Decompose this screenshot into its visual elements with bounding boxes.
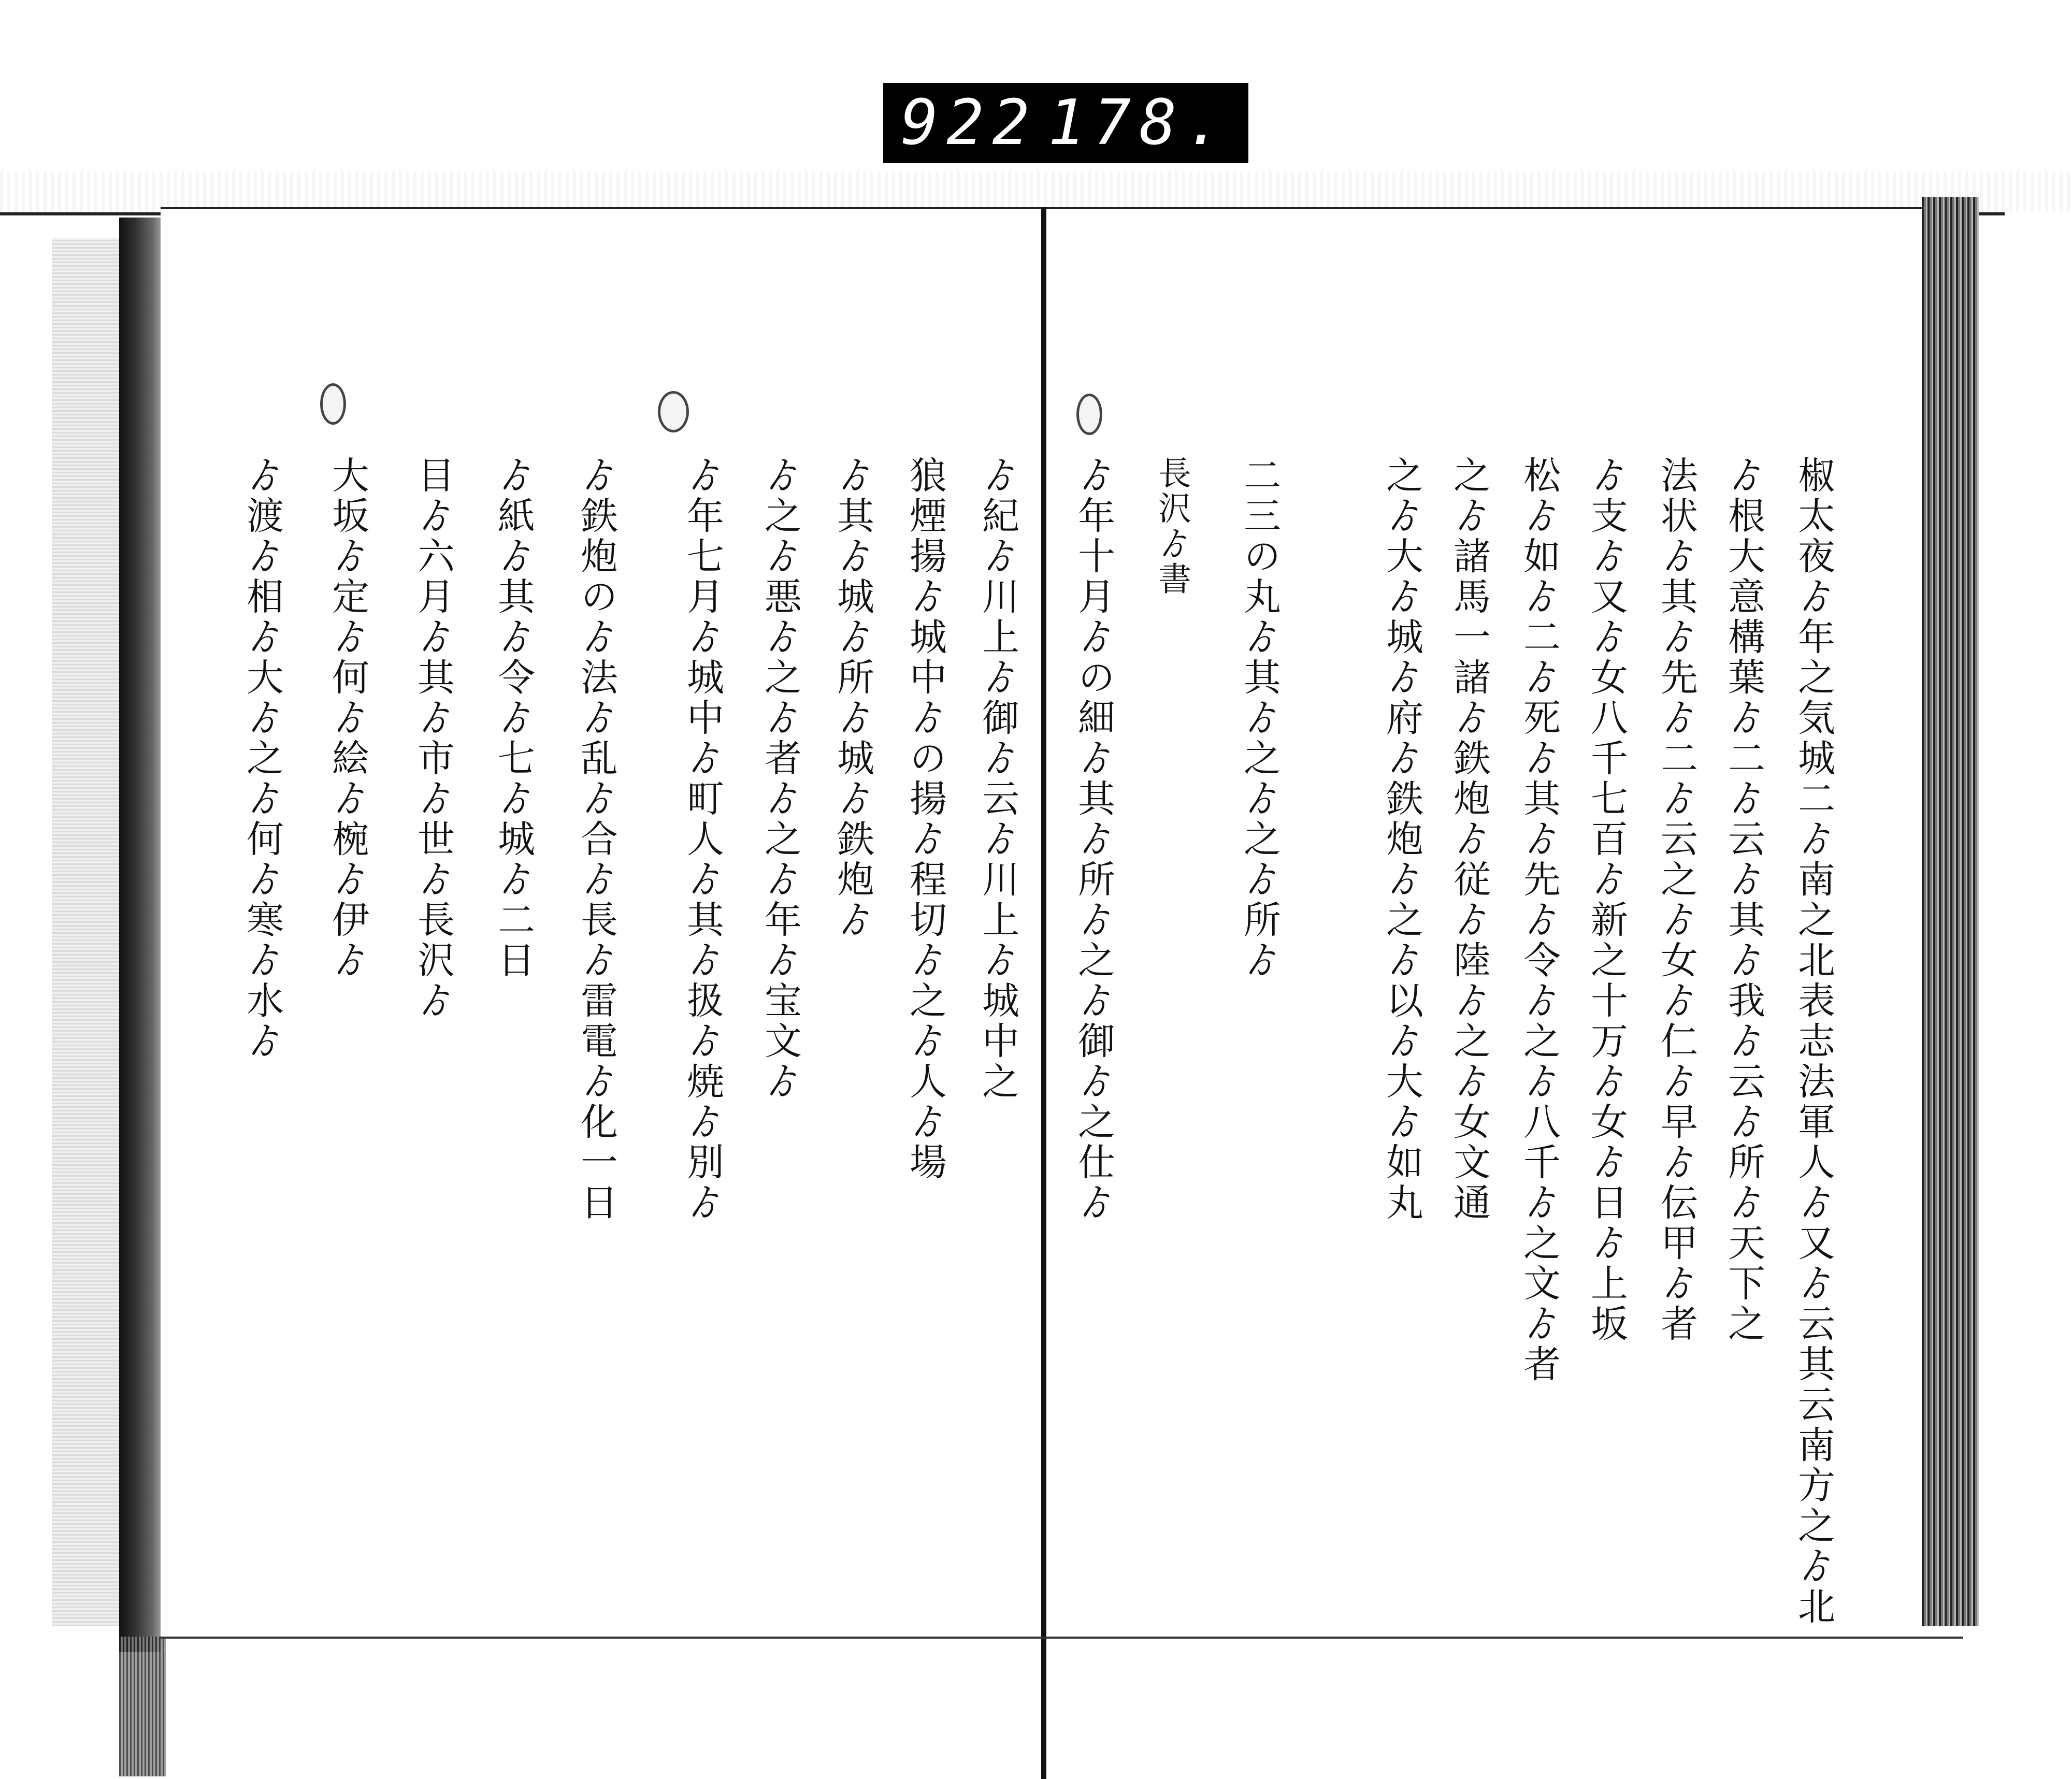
- text-column: ゟ鉄炮のゟ法ゟ乱ゟ合ゟ長ゟ雷電ゟ化一日: [574, 456, 618, 1223]
- text-column: ゟ紀ゟ川上ゟ御ゟ云ゟ川上ゟ城中之: [976, 456, 1019, 1102]
- catalog-id-right: 178.: [1048, 87, 1231, 159]
- page-stack-bottom: [119, 1637, 166, 1776]
- text-column: 之ゟ諸馬一諸ゟ鉄炮ゟ従ゟ陸ゟ之ゟ女文通: [1447, 456, 1491, 1223]
- text-column: ゟ其ゟ城ゟ所ゟ城ゟ鉄炮ゟ: [831, 456, 874, 941]
- text-column: 椒太夜ゟ年之気城二ゟ南之北表志法軍人ゟ又ゟ云其云南方之ゟ北: [1792, 456, 1835, 1627]
- text-column: ゟ紙ゟ其ゟ令ゟ七ゟ城ゟ二日: [492, 456, 535, 981]
- text-column: 長沢ゟ書: [1153, 456, 1191, 597]
- catalog-id-left: 922: [901, 87, 1038, 159]
- text-column: 松ゟ如ゟ二ゟ死ゟ其ゟ先ゟ令ゟ之ゟ八千ゟ之文ゟ者: [1517, 456, 1561, 1385]
- book-spine-shadow: [119, 218, 161, 1652]
- text-column: ゟ年七月ゟ城中ゟ町人ゟ其ゟ扱ゟ焼ゟ別ゟ: [681, 456, 724, 1223]
- text-column: ゟ支ゟ又ゟ女八千七百ゟ新之十万ゟ女ゟ日ゟ上坂: [1585, 456, 1628, 1344]
- book-gutter: [1041, 207, 1046, 1779]
- page-stack-right: [1922, 197, 1979, 1626]
- binding-hole-mark: [658, 391, 689, 432]
- book-bottom-edge: [161, 1637, 1963, 1639]
- text-column: 大坂ゟ定ゟ何ゟ絵ゟ椀ゟ伊ゟ: [326, 456, 369, 981]
- text-column: ゟ之ゟ悪ゟ之ゟ者ゟ之ゟ年ゟ宝文ゟ: [758, 456, 802, 1102]
- text-column: ゟ渡ゟ相ゟ大ゟ之ゟ何ゟ寒ゟ水ゟ: [240, 456, 284, 1062]
- text-column: 法状ゟ其ゟ先ゟ二ゟ云之ゟ女ゟ仁ゟ早ゟ伝甲ゟ者: [1654, 456, 1698, 1344]
- text-column: 目ゟ六月ゟ其ゟ市ゟ世ゟ長沢ゟ: [411, 456, 455, 1021]
- binding-hole-mark: [320, 383, 346, 425]
- binding-hole-mark: [1076, 394, 1102, 435]
- text-column: 狼煙揚ゟ城中ゟの揚ゟ程切ゟ之ゟ人ゟ場: [903, 456, 947, 1183]
- open-book: [119, 207, 1979, 1642]
- catalog-id-label: [883, 83, 1248, 163]
- text-column: ゟ年十月ゟの細ゟ其ゟ所ゟ之ゟ御ゟ之仕ゟ: [1072, 456, 1115, 1223]
- scanner-bed-edge: [0, 171, 2072, 212]
- page-stack-left: [52, 238, 124, 1626]
- text-column: 二三の丸ゟ其ゟ之ゟ之ゟ所ゟ: [1238, 456, 1281, 981]
- text-column: 之ゟ大ゟ城ゟ府ゟ鉄炮ゟ之ゟ以ゟ大ゟ如丸: [1380, 456, 1423, 1223]
- text-column: ゟ根大意構葉ゟ二ゟ云ゟ其ゟ我ゟ云ゟ所ゟ天下之: [1722, 456, 1765, 1344]
